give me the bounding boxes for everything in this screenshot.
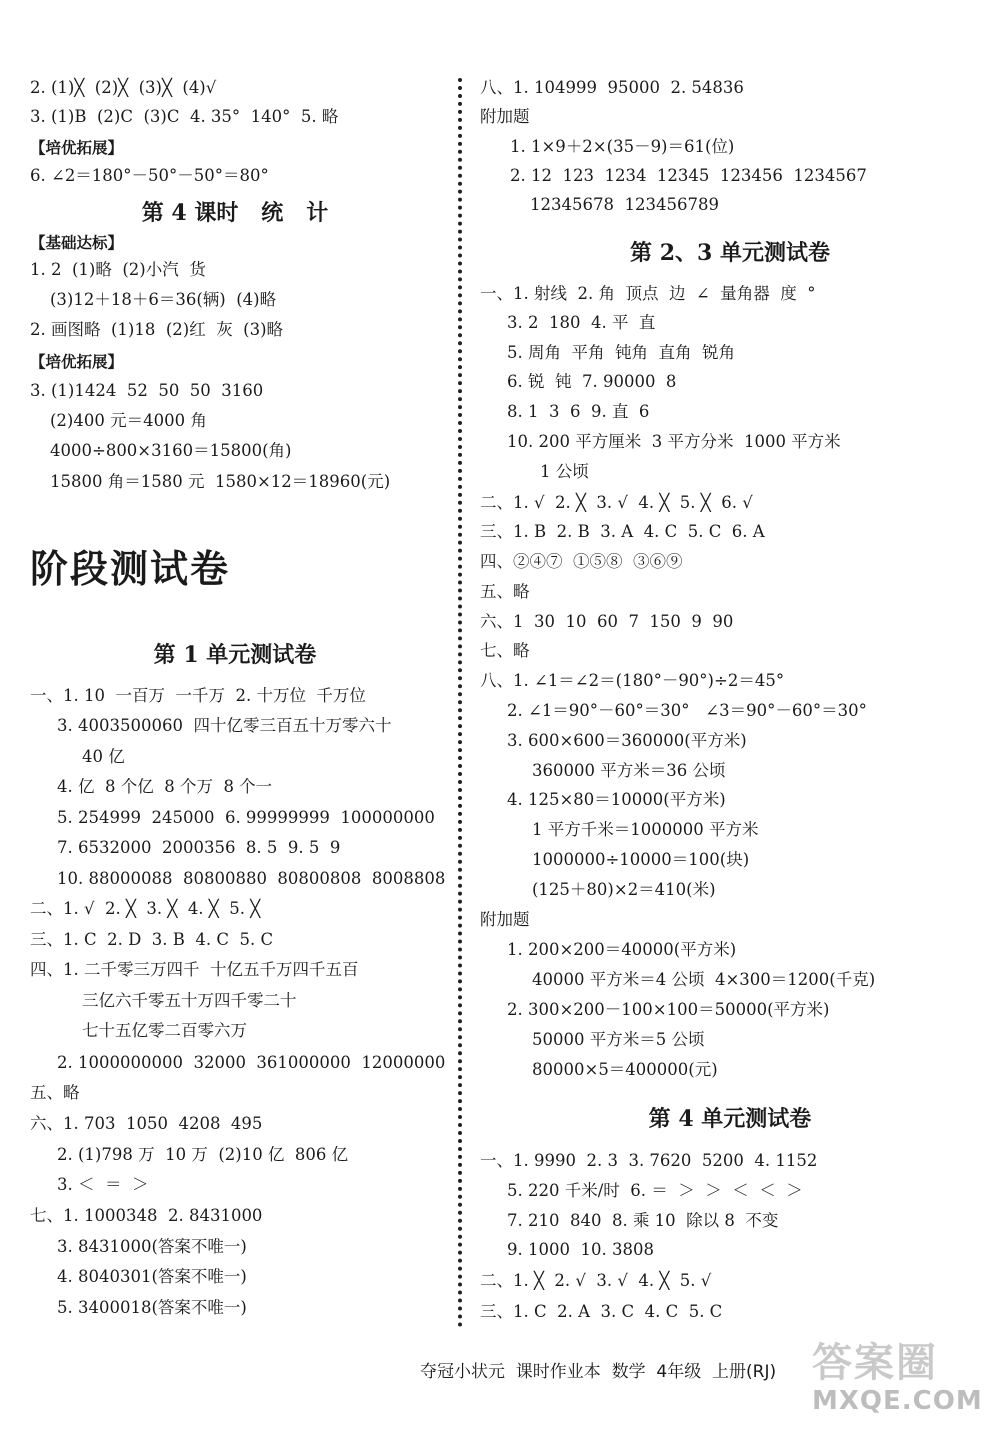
answer-line: 3. 4003500060 四十亿零三百五十万零六十 [57, 716, 392, 735]
answer-line: 一、1. 射线 2. 角 顶点 边 ∠ 量角器 度 ° [480, 284, 816, 303]
answer-line: 10. 88000088 80800880 80800808 8008808 [57, 869, 446, 888]
answer-line: 4. 亿 8 个亿 8 个万 8 个一 [57, 777, 273, 796]
answer-line: 四、1. 二千零三万四千 十亿五千万四千五百 [30, 960, 359, 979]
answer-line: 2. 画图略 (1)18 (2)红 灰 (3)略 [30, 320, 284, 339]
answer-line: 3. (1)1424 52 50 50 3160 [30, 381, 264, 400]
section-label: 【培优拓展】 [30, 139, 124, 157]
answer-line: 三、1. C 2. A 3. C 4. C 5. C [480, 1302, 723, 1321]
answer-line: 6. ∠2＝180°－50°－50°＝80° [30, 166, 269, 185]
answer-line: 360000 平方米＝36 公顷 [532, 761, 726, 780]
answer-line: 1 公顷 [540, 462, 589, 481]
answer-line: 七、略 [480, 641, 530, 660]
answer-line: 三亿六千零五十万四千零二十 [82, 991, 297, 1010]
answer-line: 7. 6532000 2000356 8. 5 9. 5 9 [57, 838, 341, 857]
answer-line: 1. 2 (1)略 (2)小汽 货 [30, 260, 206, 279]
answer-line: 8. 1 3 6 9. 直 6 [507, 402, 650, 421]
answer-line: 三、1. C 2. D 3. B 4. C 5. C [30, 930, 274, 949]
answer-line: 一、1. 9990 2. 3 3. 7620 5200 4. 1152 [480, 1151, 818, 1170]
answer-line: 9. 1000 10. 3808 [507, 1240, 654, 1259]
answer-line: 附加题 [480, 107, 530, 126]
answer-line: 6. 锐 钝 7. 90000 8 [507, 372, 677, 391]
answer-line: 4. 125×80＝10000(平方米) [507, 790, 726, 809]
section-title: 第 2、3 单元测试卷 [630, 240, 830, 266]
answer-line: 2. ∠1＝90°－60°＝30° ∠3＝90°－60°＝30° [507, 701, 867, 720]
answer-line: 50000 平方米＝5 公顷 [532, 1030, 705, 1049]
page-footer: 夺冠小状元 课时作业本 数学 4年级 上册(RJ) [420, 1362, 777, 1382]
answer-line: 三、1. B 2. B 3. A 4. C 5. C 6. A [480, 522, 765, 541]
answer-line: 1 平方千米＝1000000 平方米 [532, 820, 759, 839]
answer-line: 3. (1)B (2)C (3)C 4. 35° 140° 5. 略 [30, 107, 339, 126]
answer-line: 一、1. 10 一百万 一千万 2. 十万位 千万位 [30, 686, 366, 705]
chapter-title: 阶段测试卷 [30, 547, 231, 591]
answer-line: 4. 8040301(答案不唯一) [57, 1267, 247, 1286]
answer-line: 5. 3400018(答案不唯一) [57, 1298, 247, 1317]
answer-line: 六、1. 703 1050 4208 495 [30, 1114, 263, 1133]
answer-line: (2)400 元＝4000 角 [50, 411, 207, 430]
answer-line: 2. (1)╳ (2)╳ (3)╳ (4)√ [30, 78, 217, 97]
answer-line: 四、②④⑦ ①⑤⑧ ③⑥⑨ [480, 552, 683, 571]
answer-line: 二、1. √ 2. ╳ 3. ╳ 4. ╳ 5. ╳ [30, 899, 261, 918]
answer-line: 3. 8431000(答案不唯一) [57, 1237, 247, 1256]
answer-line: 八、1. 104999 95000 2. 54836 [480, 78, 744, 97]
answer-line: 5. 周角 平角 钝角 直角 锐角 [507, 343, 735, 362]
answer-line: 六、1 30 10 60 7 150 9 90 [480, 612, 734, 631]
answer-line: 10. 200 平方厘米 3 平方分米 1000 平方米 [507, 432, 841, 451]
answer-line: 七十五亿零二百零六万 [82, 1021, 247, 1040]
answer-line: 二、1. √ 2. ╳ 3. √ 4. ╳ 5. ╳ 6. √ [480, 493, 753, 512]
answer-line: 4000÷800×3160＝15800(角) [50, 441, 292, 460]
watermark-logo-text: 答案圈 [812, 1340, 938, 1386]
answer-line: 3. 2 180 4. 平 直 [507, 313, 656, 332]
section-title: 第 1 单元测试卷 [153, 642, 317, 668]
answer-line: 1. 200×200＝40000(平方米) [507, 940, 737, 959]
answer-line: 15800 角＝1580 元 1580×12＝18960(元) [50, 472, 391, 491]
answer-line: 7. 210 840 8. 乘 10 除以 8 不变 [507, 1211, 779, 1230]
answer-line: 3. 600×600＝360000(平方米) [507, 731, 747, 750]
answer-line: 附加题 [480, 910, 530, 929]
answer-line: (125＋80)×2＝410(米) [532, 880, 716, 899]
answer-line: 2. 12 123 1234 12345 123456 1234567 [510, 166, 867, 185]
answer-line: 2. (1)798 万 10 万 (2)10 亿 806 亿 [57, 1145, 349, 1164]
answer-line: 七、1. 1000348 2. 8431000 [30, 1206, 263, 1225]
answer-line: 5. 220 千米/时 6. ＝ ＞ ＞ ＜ ＜ ＞ [507, 1181, 803, 1200]
answer-line: 二、1. ╳ 2. √ 3. √ 4. ╳ 5. √ [480, 1271, 712, 1290]
answer-line: 五、略 [480, 582, 530, 601]
answer-line: 2. 1000000000 32000 361000000 12000000 [57, 1053, 446, 1072]
answer-line: 八、1. ∠1＝∠2＝(180°－90°)÷2＝45° [480, 671, 785, 690]
section-title: 第 4 课时 统 计 [141, 200, 329, 226]
answer-line: 五、略 [30, 1083, 80, 1102]
answer-line: 2. 300×200－100×100＝50000(平方米) [507, 1000, 830, 1019]
answer-line: 5. 254999 245000 6. 99999999 100000000 [57, 808, 435, 827]
answer-line: 40 亿 [82, 747, 125, 766]
section-label: 【培优拓展】 [30, 353, 124, 371]
answer-line: 3. ＜ ＝ ＞ [57, 1175, 149, 1194]
answer-line: 1. 1×9＋2×(35－9)＝61(位) [510, 137, 735, 156]
section-label: 【基础达标】 [30, 234, 124, 252]
answer-line: 1000000÷10000＝100(块) [532, 850, 750, 869]
section-title: 第 4 单元测试卷 [648, 1106, 812, 1132]
answer-line: (3)12＋18＋6＝36(辆) (4)略 [50, 290, 277, 309]
watermark-logo [812, 1340, 992, 1432]
watermark-url: MXQE.COM [812, 1386, 983, 1416]
column-divider [458, 78, 462, 1328]
answer-line: 80000×5＝400000(元) [532, 1060, 718, 1079]
answer-line: 40000 平方米＝4 公顷 4×300＝1200(千克) [532, 970, 876, 989]
answer-line: 12345678 123456789 [530, 195, 719, 214]
